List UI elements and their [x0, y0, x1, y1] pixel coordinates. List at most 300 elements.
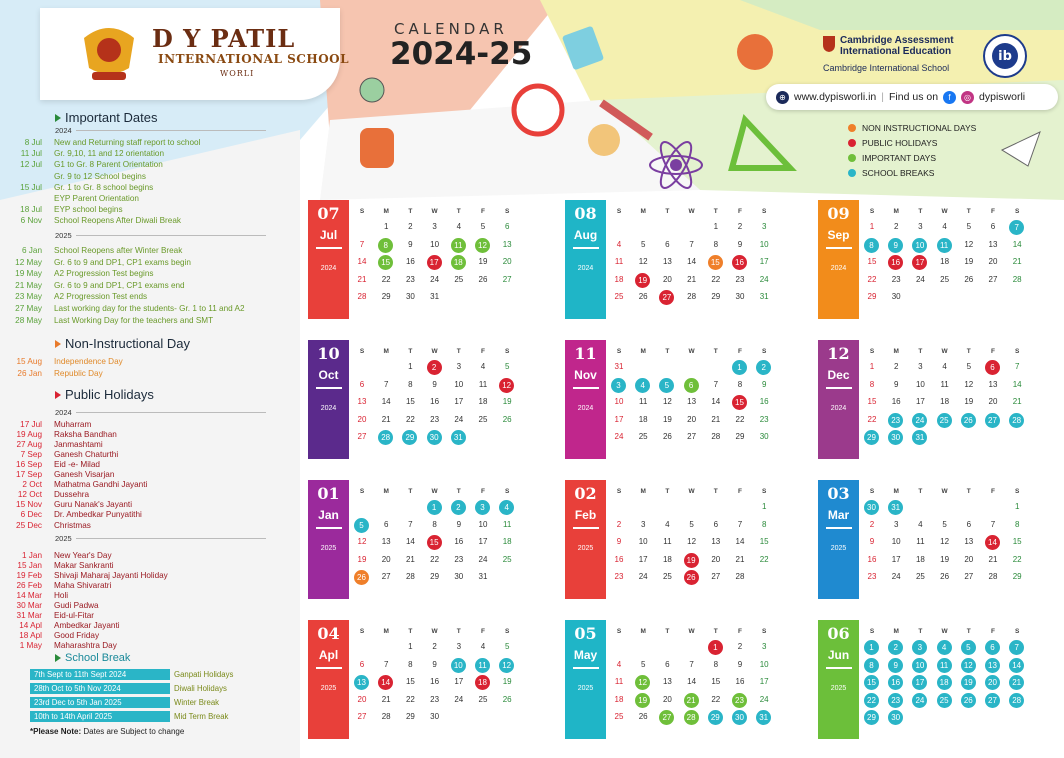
day-cell[interactable]: 3 [912, 640, 927, 655]
day-cell[interactable]: 18 [502, 537, 512, 546]
day-cell[interactable]: 14 [687, 677, 697, 686]
day-cell[interactable]: 8 [869, 379, 875, 389]
day-cell[interactable]: 21 [684, 693, 699, 708]
day-cell[interactable]: 11 [940, 379, 949, 389]
day-cell[interactable]: 6 [383, 519, 389, 529]
day-cell[interactable]: 20 [662, 694, 672, 704]
day-cell[interactable]: 6 [990, 222, 996, 231]
day-cell[interactable]: 10 [430, 239, 440, 249]
day-cell[interactable]: 9 [737, 239, 743, 249]
day-cell[interactable]: 19 [635, 693, 650, 708]
day-cell[interactable]: 10 [638, 537, 648, 546]
day-cell[interactable]: 21 [405, 554, 415, 564]
day-cell[interactable]: 16 [867, 554, 877, 564]
day-cell[interactable]: 27 [985, 413, 1000, 428]
day-cell[interactable]: 27 [687, 432, 697, 441]
day-cell[interactable]: 22 [864, 693, 879, 708]
day-cell[interactable]: 9 [761, 379, 767, 389]
day-cell[interactable]: 13 [687, 397, 697, 406]
day-cell[interactable]: 31 [430, 292, 440, 301]
day-cell[interactable]: 28 [988, 572, 998, 581]
day-cell[interactable]: 22 [430, 554, 440, 564]
day-cell[interactable]: 12 [499, 658, 514, 673]
day-cell[interactable]: 19 [357, 554, 367, 564]
day-cell[interactable]: 21 [1012, 397, 1022, 406]
day-cell[interactable]: 20 [357, 414, 367, 424]
day-cell[interactable]: 30 [864, 500, 879, 515]
day-cell[interactable]: 7 [383, 379, 389, 389]
day-cell[interactable]: 4 [665, 519, 670, 529]
day-cell[interactable]: 3 [918, 362, 923, 371]
day-cell[interactable]: 30 [888, 710, 903, 725]
day-cell[interactable]: 27 [985, 693, 1000, 708]
day-cell[interactable]: 4 [499, 500, 514, 515]
day-cell[interactable]: 24 [759, 694, 769, 704]
day-cell[interactable]: 20 [381, 554, 391, 564]
day-cell[interactable]: 23 [732, 693, 747, 708]
day-cell[interactable]: 17 [454, 677, 464, 686]
day-cell[interactable]: 31 [451, 430, 466, 445]
day-cell[interactable]: 4 [918, 519, 923, 529]
day-cell[interactable]: 8 [378, 238, 393, 253]
day-cell[interactable]: 13 [662, 677, 672, 686]
day-cell[interactable]: 5 [354, 518, 369, 533]
day-cell[interactable]: 14 [1009, 658, 1024, 673]
day-cell[interactable]: 8 [432, 519, 437, 529]
day-cell[interactable]: 27 [357, 712, 367, 721]
day-cell[interactable]: 8 [761, 519, 767, 529]
day-cell[interactable]: 8 [713, 659, 719, 669]
day-cell[interactable]: 2 [893, 362, 899, 371]
day-cell[interactable]: 4 [942, 362, 947, 371]
day-cell[interactable]: 26 [964, 274, 974, 284]
day-cell[interactable]: 9 [893, 379, 899, 389]
day-cell[interactable]: 8 [713, 239, 719, 249]
day-cell[interactable]: 28 [405, 572, 415, 581]
day-cell[interactable]: 21 [735, 554, 745, 564]
day-cell[interactable]: 30 [405, 292, 415, 301]
day-cell[interactable]: 27 [381, 572, 391, 581]
day-cell[interactable]: 11 [937, 658, 952, 673]
day-cell[interactable]: 28 [711, 432, 721, 441]
day-cell[interactable]: 23 [759, 414, 769, 424]
day-cell[interactable]: 26 [684, 570, 699, 585]
day-cell[interactable]: 24 [430, 274, 440, 284]
day-cell[interactable]: 17 [915, 397, 925, 406]
day-cell[interactable]: 17 [614, 414, 624, 424]
day-cell[interactable]: 12 [635, 675, 650, 690]
day-cell[interactable]: 3 [432, 222, 437, 231]
day-cell[interactable]: 16 [759, 397, 769, 406]
day-cell[interactable]: 25 [662, 572, 672, 581]
day-cell[interactable]: 12 [662, 397, 672, 406]
day-cell[interactable]: 19 [964, 257, 974, 266]
day-cell[interactable]: 16 [735, 677, 745, 686]
day-cell[interactable]: 10 [915, 379, 925, 389]
day-cell[interactable]: 24 [912, 693, 927, 708]
day-cell[interactable]: 17 [759, 677, 769, 686]
day-cell[interactable]: 11 [503, 519, 512, 529]
day-cell[interactable]: 21 [1009, 675, 1024, 690]
day-cell[interactable]: 16 [405, 257, 415, 266]
day-cell[interactable]: 29 [864, 430, 879, 445]
day-cell[interactable]: 6 [713, 519, 719, 529]
day-cell[interactable]: 25 [937, 413, 952, 428]
day-cell[interactable]: 25 [937, 693, 952, 708]
day-cell[interactable]: 23 [867, 572, 877, 581]
day-cell[interactable]: 30 [888, 430, 903, 445]
day-cell[interactable]: 21 [687, 274, 697, 284]
day-cell[interactable]: 17 [912, 675, 927, 690]
day-cell[interactable]: 26 [502, 694, 512, 704]
day-cell[interactable]: 7 [359, 239, 365, 249]
day-cell[interactable]: 25 [614, 712, 624, 721]
day-cell[interactable]: 27 [711, 572, 721, 581]
day-cell[interactable]: 6 [504, 222, 510, 231]
day-cell[interactable]: 1 [408, 642, 413, 651]
day-cell[interactable]: 25 [502, 554, 512, 564]
day-cell[interactable]: 17 [759, 257, 769, 266]
day-cell[interactable]: 25 [638, 432, 648, 441]
day-cell[interactable]: 24 [614, 432, 624, 441]
day-cell[interactable]: 2 [451, 500, 466, 515]
day-cell[interactable]: 22 [711, 694, 721, 704]
day-cell[interactable]: 7 [990, 519, 996, 529]
day-cell[interactable]: 28 [357, 292, 367, 301]
day-cell[interactable]: 31 [478, 572, 488, 581]
day-cell[interactable]: 30 [732, 710, 747, 725]
day-cell[interactable]: 21 [988, 554, 998, 564]
day-cell[interactable]: 22 [867, 274, 877, 284]
day-cell[interactable]: 8 [1014, 519, 1020, 529]
day-cell[interactable]: 1 [864, 640, 879, 655]
day-cell[interactable]: 1 [383, 222, 389, 231]
day-cell[interactable]: 20 [988, 397, 998, 406]
social-handle[interactable]: dypisworli [979, 91, 1026, 103]
day-cell[interactable]: 8 [864, 658, 879, 673]
day-cell[interactable]: 12 [964, 239, 974, 249]
day-cell[interactable]: 20 [357, 694, 367, 704]
day-cell[interactable]: 31 [614, 362, 624, 371]
day-cell[interactable]: 28 [1009, 413, 1024, 428]
day-cell[interactable]: 11 [937, 238, 952, 253]
day-cell[interactable]: 26 [354, 570, 369, 585]
day-cell[interactable]: 17 [454, 397, 464, 406]
day-cell[interactable]: 14 [405, 537, 415, 546]
day-cell[interactable]: 10 [614, 397, 624, 406]
day-cell[interactable]: 5 [640, 239, 646, 249]
day-cell[interactable]: 30 [735, 292, 745, 301]
day-cell[interactable]: 18 [940, 257, 950, 266]
day-cell[interactable]: 7 [1009, 220, 1024, 235]
day-cell[interactable]: 3 [456, 362, 462, 371]
day-cell[interactable]: 16 [430, 677, 440, 686]
day-cell[interactable]: 30 [891, 292, 901, 301]
day-cell[interactable]: 15 [708, 255, 723, 270]
day-cell[interactable]: 24 [915, 274, 925, 284]
day-cell[interactable]: 8 [408, 659, 413, 669]
day-cell[interactable]: 5 [689, 519, 694, 529]
day-cell[interactable]: 26 [940, 572, 950, 581]
day-cell[interactable]: 6 [359, 379, 365, 389]
day-cell[interactable]: 9 [408, 239, 413, 249]
day-cell[interactable]: 4 [480, 362, 486, 371]
day-cell[interactable]: 23 [888, 693, 903, 708]
day-cell[interactable]: 24 [454, 414, 464, 424]
day-cell[interactable]: 24 [759, 274, 769, 284]
day-cell[interactable]: 8 [737, 379, 743, 389]
day-cell[interactable]: 9 [737, 659, 743, 669]
day-cell[interactable]: 20 [964, 554, 974, 564]
day-cell[interactable]: 11 [451, 238, 466, 253]
day-cell[interactable]: 12 [499, 378, 514, 393]
day-cell[interactable]: 18 [614, 274, 624, 284]
day-cell[interactable]: 27 [659, 710, 674, 725]
day-cell[interactable]: 15 [378, 255, 393, 270]
day-cell[interactable]: 10 [478, 519, 488, 529]
day-cell[interactable]: 20 [985, 675, 1000, 690]
day-cell[interactable]: 2 [869, 519, 875, 529]
day-cell[interactable]: 4 [942, 222, 947, 231]
day-cell[interactable]: 31 [888, 500, 903, 515]
day-cell[interactable]: 28 [1009, 693, 1024, 708]
day-cell[interactable]: 22 [759, 554, 769, 564]
day-cell[interactable]: 8 [408, 379, 413, 389]
day-cell[interactable]: 11 [475, 658, 490, 673]
day-cell[interactable]: 6 [684, 378, 699, 393]
day-cell[interactable]: 31 [756, 710, 771, 725]
day-cell[interactable]: 3 [475, 500, 490, 515]
facebook-icon[interactable]: f [943, 91, 956, 104]
day-cell[interactable]: 6 [966, 519, 972, 529]
day-cell[interactable]: 28 [687, 292, 697, 301]
day-cell[interactable]: 16 [888, 255, 903, 270]
day-cell[interactable]: 17 [638, 554, 648, 564]
day-cell[interactable]: 23 [891, 274, 901, 284]
day-cell[interactable]: 19 [478, 257, 488, 266]
day-cell[interactable]: 7 [1014, 362, 1020, 371]
day-cell[interactable]: 1 [869, 362, 875, 371]
day-cell[interactable]: 29 [708, 710, 723, 725]
day-cell[interactable]: 5 [966, 362, 972, 371]
day-cell[interactable]: 29 [1012, 572, 1022, 581]
day-cell[interactable]: 19 [502, 677, 512, 686]
website-link[interactable]: www.dypisworli.in [794, 91, 877, 103]
day-cell[interactable]: 15 [405, 677, 415, 686]
day-cell[interactable]: 5 [659, 378, 674, 393]
day-cell[interactable]: 19 [684, 553, 699, 568]
day-cell[interactable]: 11 [639, 397, 648, 406]
day-cell[interactable]: 7 [689, 659, 694, 669]
day-cell[interactable]: 15 [732, 395, 747, 410]
day-cell[interactable]: 27 [964, 572, 974, 581]
day-cell[interactable]: 13 [381, 537, 391, 546]
day-cell[interactable]: 6 [359, 659, 365, 669]
day-cell[interactable]: 3 [918, 222, 923, 231]
day-cell[interactable]: 22 [381, 274, 391, 284]
day-cell[interactable]: 14 [687, 257, 697, 266]
day-cell[interactable]: 17 [427, 255, 442, 270]
day-cell[interactable]: 6 [665, 239, 670, 249]
day-cell[interactable]: 28 [381, 712, 391, 721]
day-cell[interactable]: 13 [711, 537, 721, 546]
day-cell[interactable]: 18 [662, 554, 672, 564]
day-cell[interactable]: 29 [867, 292, 877, 301]
day-cell[interactable]: 10 [891, 537, 901, 546]
day-cell[interactable]: 9 [888, 658, 903, 673]
day-cell[interactable]: 25 [940, 274, 950, 284]
day-cell[interactable]: 4 [616, 659, 622, 669]
instagram-icon[interactable]: ◎ [961, 91, 974, 104]
day-cell[interactable]: 18 [475, 675, 490, 690]
day-cell[interactable]: 13 [964, 537, 974, 546]
day-cell[interactable]: 16 [732, 255, 747, 270]
day-cell[interactable]: 15 [1012, 537, 1022, 546]
day-cell[interactable]: 21 [711, 414, 721, 424]
day-cell[interactable]: 24 [478, 554, 488, 564]
day-cell[interactable]: 26 [502, 414, 512, 424]
day-cell[interactable]: 29 [402, 430, 417, 445]
day-cell[interactable]: 19 [502, 397, 512, 406]
day-cell[interactable]: 9 [616, 537, 622, 546]
day-cell[interactable]: 23 [430, 414, 440, 424]
day-cell[interactable]: 13 [502, 239, 512, 249]
day-cell[interactable]: 13 [985, 658, 1000, 673]
day-cell[interactable]: 13 [354, 675, 369, 690]
day-cell[interactable]: 23 [405, 274, 415, 284]
day-cell[interactable]: 25 [478, 694, 488, 704]
day-cell[interactable]: 19 [662, 414, 672, 424]
day-cell[interactable]: 26 [638, 712, 648, 721]
day-cell[interactable]: 26 [478, 274, 488, 284]
day-cell[interactable]: 27 [357, 432, 367, 441]
day-cell[interactable]: 5 [504, 642, 510, 651]
day-cell[interactable]: 19 [961, 675, 976, 690]
day-cell[interactable]: 14 [381, 397, 391, 406]
day-cell[interactable]: 3 [761, 222, 767, 231]
day-cell[interactable]: 24 [891, 572, 901, 581]
day-cell[interactable]: 30 [759, 432, 769, 441]
day-cell[interactable]: 11 [478, 379, 488, 389]
day-cell[interactable]: 15 [759, 537, 769, 546]
day-cell[interactable]: 3 [456, 642, 462, 651]
day-cell[interactable]: 13 [988, 239, 998, 249]
day-cell[interactable]: 30 [427, 430, 442, 445]
day-cell[interactable]: 7 [383, 659, 389, 669]
day-cell[interactable]: 29 [711, 292, 721, 301]
day-cell[interactable]: 18 [451, 255, 466, 270]
day-cell[interactable]: 9 [432, 379, 437, 389]
day-cell[interactable]: 22 [405, 414, 415, 424]
day-cell[interactable]: 19 [635, 273, 650, 288]
day-cell[interactable]: 12 [961, 658, 976, 673]
day-cell[interactable]: 7 [1009, 640, 1024, 655]
day-cell[interactable]: 8 [864, 238, 879, 253]
day-cell[interactable]: 1 [869, 222, 875, 231]
day-cell[interactable]: 5 [966, 222, 972, 231]
day-cell[interactable]: 7 [408, 519, 413, 529]
day-cell[interactable]: 24 [912, 413, 927, 428]
day-cell[interactable]: 19 [940, 554, 950, 564]
day-cell[interactable]: 17 [891, 554, 901, 564]
day-cell[interactable]: 29 [864, 710, 879, 725]
day-cell[interactable]: 3 [640, 519, 646, 529]
day-cell[interactable]: 19 [964, 397, 974, 406]
day-cell[interactable]: 30 [454, 572, 464, 581]
day-cell[interactable]: 13 [357, 397, 367, 406]
day-cell[interactable]: 5 [640, 659, 646, 669]
day-cell[interactable]: 23 [454, 554, 464, 564]
day-cell[interactable]: 10 [759, 239, 769, 249]
day-cell[interactable]: 10 [759, 659, 769, 669]
day-cell[interactable]: 22 [735, 414, 745, 424]
day-cell[interactable]: 31 [759, 292, 769, 301]
day-cell[interactable]: 20 [662, 274, 672, 284]
day-cell[interactable]: 18 [940, 397, 950, 406]
day-cell[interactable]: 21 [381, 694, 391, 704]
day-cell[interactable]: 7 [713, 379, 719, 389]
day-cell[interactable]: 5 [961, 640, 976, 655]
day-cell[interactable]: 12 [357, 537, 367, 546]
day-cell[interactable]: 23 [888, 413, 903, 428]
day-cell[interactable]: 29 [430, 572, 440, 581]
day-cell[interactable]: 2 [432, 642, 437, 651]
day-cell[interactable]: 1 [427, 500, 442, 515]
day-cell[interactable]: 25 [454, 274, 464, 284]
day-cell[interactable]: 14 [378, 675, 393, 690]
day-cell[interactable]: 14 [735, 537, 745, 546]
day-cell[interactable]: 15 [867, 257, 877, 266]
day-cell[interactable]: 4 [616, 239, 622, 249]
day-cell[interactable]: 15 [711, 677, 721, 686]
day-cell[interactable]: 10 [451, 658, 466, 673]
day-cell[interactable]: 12 [475, 238, 490, 253]
day-cell[interactable]: 20 [988, 257, 998, 266]
day-cell[interactable]: 22 [867, 414, 877, 424]
day-cell[interactable]: 2 [893, 222, 899, 231]
day-cell[interactable]: 12 [638, 257, 648, 266]
day-cell[interactable]: 28 [735, 572, 745, 581]
day-cell[interactable]: 27 [659, 290, 674, 305]
day-cell[interactable]: 25 [915, 572, 925, 581]
day-cell[interactable]: 22 [711, 274, 721, 284]
day-cell[interactable]: 10 [454, 379, 464, 389]
day-cell[interactable]: 20 [502, 257, 512, 266]
day-cell[interactable]: 11 [614, 257, 624, 266]
day-cell[interactable]: 23 [430, 694, 440, 704]
day-cell[interactable]: 25 [478, 414, 488, 424]
day-cell[interactable]: 23 [735, 274, 745, 284]
day-cell[interactable]: 16 [430, 397, 440, 406]
day-cell[interactable]: 29 [405, 712, 415, 721]
day-cell[interactable]: 18 [915, 554, 925, 564]
day-cell[interactable]: 1 [408, 362, 413, 371]
day-cell[interactable]: 21 [1012, 257, 1022, 266]
day-cell[interactable]: 22 [1012, 554, 1022, 564]
day-cell[interactable]: 2 [737, 222, 743, 231]
day-cell[interactable]: 21 [357, 274, 367, 284]
day-cell[interactable]: 29 [381, 292, 391, 301]
day-cell[interactable]: 26 [961, 693, 976, 708]
day-cell[interactable]: 22 [405, 694, 415, 704]
day-cell[interactable]: 17 [912, 255, 927, 270]
day-cell[interactable]: 18 [614, 694, 624, 704]
day-cell[interactable]: 1 [713, 222, 719, 231]
day-cell[interactable]: 3 [761, 642, 767, 651]
day-cell[interactable]: 18 [478, 397, 488, 406]
day-cell[interactable]: 9 [432, 659, 437, 669]
day-cell[interactable]: 26 [961, 413, 976, 428]
